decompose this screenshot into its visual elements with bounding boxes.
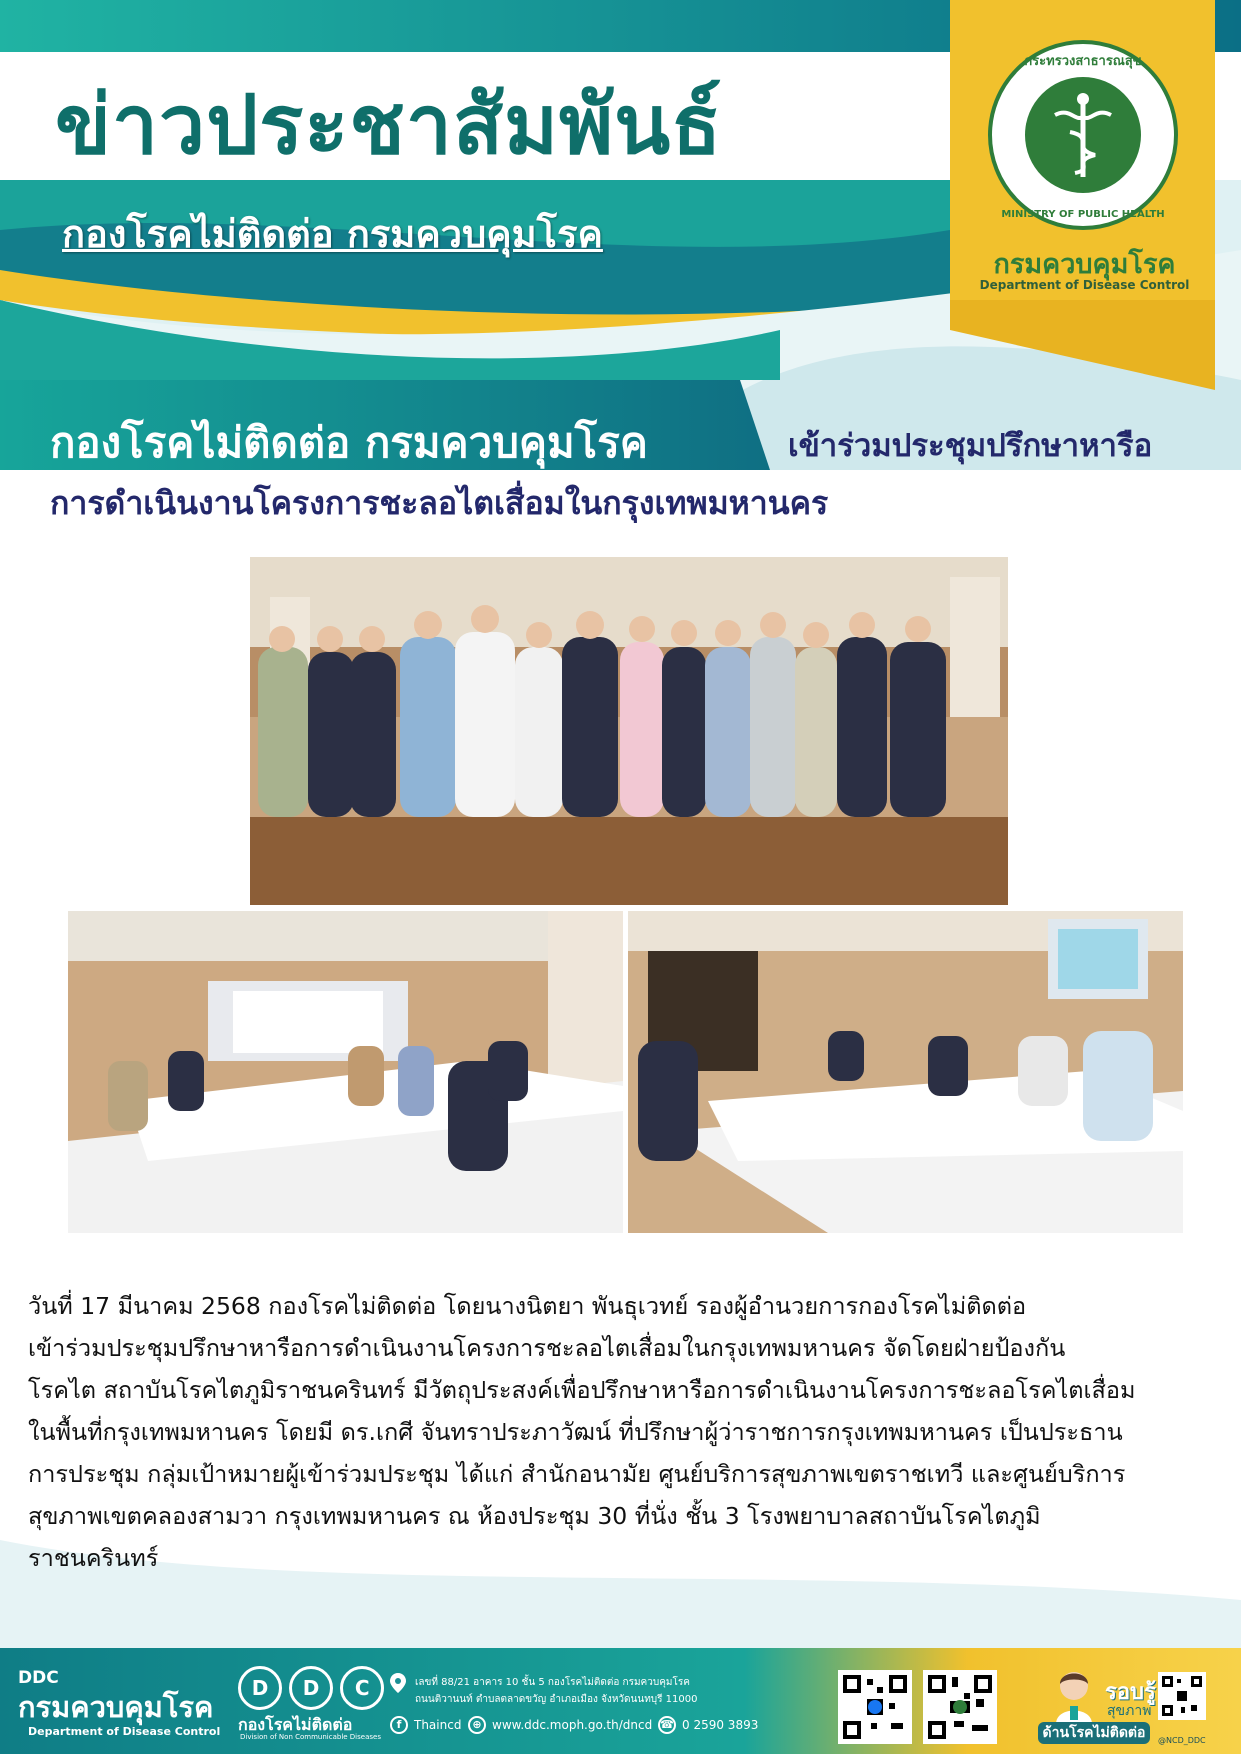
page-subtitle: กองโรคไม่ติดต่อ กรมควบคุมโรค [62, 212, 603, 256]
meeting-photo-left [68, 911, 623, 1233]
qr-code-facebook[interactable] [838, 1670, 912, 1744]
qr-code-line[interactable] [1158, 1672, 1206, 1720]
ncd-logo [238, 1666, 386, 1710]
ncd-logo-letter: C [340, 1666, 384, 1710]
headline-part2: เข้าร่วมประชุมปรึกษาหารือ [788, 428, 1153, 464]
department-name-english: Department of Disease Control [979, 278, 1190, 292]
seal-bottom-text: MINISTRY OF PUBLIC HEALTH [1001, 209, 1165, 220]
page-title: ข่าวประชาสัมพันธ์ [55, 78, 723, 173]
headline-part1: กองโรคไม่ติดต่อ กรมควบคุมโรค [50, 418, 648, 467]
body-line: เข้าร่วมประชุมปรึกษาหารือการดำเนินงานโครงการชะลอไตเสื่อมในกรุงเทพมหานคร จัดโดยฝ่ายป้องกัน [28, 1334, 1066, 1362]
footer-ddc-thai: กรมควบคุมโรค [18, 1690, 214, 1724]
body-line: สุขภาพเขตคลองสามวา กรุงเทพมหานคร ณ ห้องประชุม 30 ที่นั่ง ชั้น 3 โรงพยาบาลสถาบันโรคไตภูมิ [28, 1502, 1041, 1530]
footer-ddc-label: DDC [18, 1668, 59, 1688]
footer-sukkapap-text: สุขภาพ [1107, 1703, 1152, 1719]
footer-website[interactable]: www.ddc.moph.go.th/dncd [492, 1718, 653, 1732]
ncd-logo-letter: D [238, 1666, 282, 1710]
qr-code-website[interactable] [923, 1670, 997, 1744]
group-photo [250, 557, 1008, 905]
ministry-seal-logo [988, 40, 1178, 230]
seal-top-text: กระทรวงสาธารณสุข [1024, 54, 1142, 69]
body-line: โรคไต สถาบันโรคไตภูมิราชนครินทร์ มีวัตถุประสงค์เพื่อปรึกษาหารือการดำเนินงานโครงการชะลอโรคไตเสื่อม [28, 1376, 1136, 1404]
footer-ddc-english: Department of Disease Control [28, 1725, 221, 1738]
headline-line2: การดำเนินงานโครงการชะลอไตเสื่อมในกรุงเทพมหานคร [50, 484, 829, 522]
body-line: วันที่ 17 มีนาคม 2568 กองโรคไม่ติดต่อ โดยนางนิตยา พันธุเวทย์ รองผู้อำนวยการกองโรคไม่ติดต่อ [28, 1292, 1027, 1320]
phone-icon: ☎ [658, 1716, 676, 1734]
body-line: การประชุม กลุ่มเป้าหมายผู้เข้าร่วมประชุม ได้แก่ สำนักอนามัย ศูนย์บริการสุขภาพเขตราชเทวี และศูนย์บริการ [28, 1460, 1126, 1488]
footer-ncd-thai: กองโรคไม่ติดต่อ [238, 1715, 353, 1734]
article-body [28, 1285, 1226, 1579]
mascot-icon [1048, 1668, 1100, 1724]
globe-icon: ⊕ [468, 1716, 486, 1734]
body-line: ราชนครินทร์ [28, 1544, 159, 1572]
footer-address-line1: เลขที่ 88/21 อาคาร 10 ชั้น 5 กองโรคไม่ติดต่อ กรมควบคุมโรค [415, 1677, 690, 1688]
footer-ncd-badge: ด้านโรคไม่ติดต่อ [1038, 1722, 1150, 1744]
footer-facebook[interactable]: Thaincd [414, 1718, 462, 1732]
location-pin-icon [390, 1673, 406, 1693]
department-name-thai: กรมควบคุมโรค [993, 249, 1176, 280]
meeting-photo-right [628, 911, 1183, 1233]
body-line: ในพื้นที่กรุงเทพมหานคร โดยมี ดร.เกศี จันทราประภาวัฒน์ ที่ปรึกษาผู้ว่าราชการกรุงเทพมหานคร เป็นประธาน [28, 1418, 1123, 1446]
footer-address-line2: ถนนติวานนท์ ตำบลตลาดขวัญ อำเภอเมือง จังหวัดนนทบุรี 11000 [415, 1694, 698, 1705]
footer-phone: 0 2590 3893 [682, 1718, 759, 1732]
caduceus-icon [1025, 77, 1141, 193]
footer-ncd-english: Division of Non Communicable Diseases [240, 1733, 381, 1741]
footer-social-handle: @NCD_DDC [1158, 1736, 1206, 1745]
ncd-logo-letter: D [289, 1666, 333, 1710]
facebook-icon: f [390, 1716, 408, 1734]
footer-ronru-text: รอบรู้ [1105, 1680, 1156, 1705]
